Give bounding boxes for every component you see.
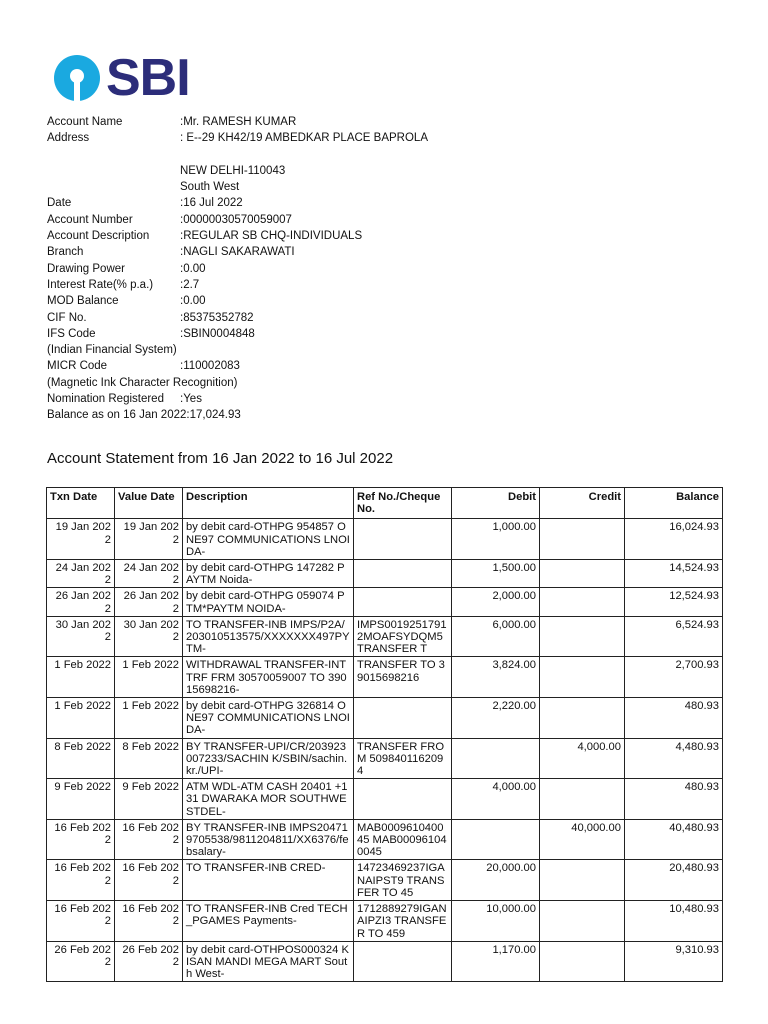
info-value: :110002083 <box>180 360 240 373</box>
info-row <box>47 195 428 211</box>
info-label: MOD Balance <box>47 295 119 308</box>
cell-debit: 10,000.00 <box>452 901 540 942</box>
info-value: :17,024.93 <box>186 409 241 422</box>
table-header-row <box>47 488 723 519</box>
cell-value-date: 26 Feb 2022 <box>115 941 183 982</box>
cell-txn-date: 16 Feb 2022 <box>47 860 115 901</box>
cell-balance: 480.93 <box>625 698 723 739</box>
cell-ref-no: 14723469237IGANAIPST9 TRANSFER TO 45 <box>354 860 452 901</box>
info-value: :NAGLI SAKARAWATI <box>180 246 295 259</box>
info-value: :85375352782 <box>180 311 254 324</box>
cell-txn-date: 30 Jan 2022 <box>47 616 115 657</box>
cell-balance: 2,700.93 <box>625 657 723 698</box>
info-value: :0.00 <box>180 262 206 275</box>
info-value: South West <box>180 181 240 194</box>
cell-balance: 14,524.93 <box>625 560 723 588</box>
cell-debit: 1,500.00 <box>452 560 540 588</box>
cell-description: ATM WDL-ATM CASH 20401 +131 DWARAKA MOR SOUTHWESTDEL- <box>183 779 354 820</box>
cell-value-date: 16 Feb 2022 <box>115 819 183 860</box>
sbi-keyhole-icon <box>54 55 100 101</box>
sbi-logo <box>54 49 190 107</box>
cell-description: TO TRANSFER-INB CRED- <box>183 860 354 901</box>
info-row <box>47 375 428 391</box>
cell-txn-date: 1 Feb 2022 <box>47 657 115 698</box>
cell-credit <box>540 519 625 560</box>
cell-txn-date: 8 Feb 2022 <box>47 738 115 779</box>
table-row <box>47 779 723 820</box>
table-row <box>47 819 723 860</box>
cell-credit <box>540 616 625 657</box>
info-label <box>47 179 180 195</box>
info-row <box>47 391 428 407</box>
cell-description: by debit card-OTHPOS000324 KISAN MANDI MEGA MART South West- <box>183 941 354 982</box>
info-value: :2.7 <box>180 278 200 291</box>
brand-name: SBI <box>106 49 190 107</box>
cell-value-date: 1 Feb 2022 <box>115 698 183 739</box>
info-label: CIF No. <box>47 311 87 324</box>
cell-credit <box>540 588 625 616</box>
cell-value-date: 8 Feb 2022 <box>115 738 183 779</box>
cell-balance: 480.93 <box>625 779 723 820</box>
info-value: :Yes <box>180 393 202 406</box>
cell-description: BY TRANSFER-INB IMPS204719705538/9811204811/XX6376/febsalary- <box>183 819 354 860</box>
header-ref-no: Ref No./Cheque No. <box>354 488 452 519</box>
cell-txn-date: 16 Feb 2022 <box>47 819 115 860</box>
info-row <box>47 147 428 163</box>
info-label: Branch <box>47 246 84 259</box>
cell-value-date: 19 Jan 2022 <box>115 519 183 560</box>
header-debit: Debit <box>452 488 540 519</box>
cell-debit <box>452 738 540 779</box>
info-label: Drawing Power <box>47 262 125 275</box>
info-label: (Indian Financial System) <box>47 344 177 357</box>
info-row <box>47 261 428 277</box>
header-description: Description <box>183 488 354 519</box>
cell-credit <box>540 657 625 698</box>
cell-txn-date: 26 Feb 2022 <box>47 941 115 982</box>
table-row <box>47 560 723 588</box>
info-row <box>47 244 428 260</box>
cell-balance: 6,524.93 <box>625 616 723 657</box>
info-label: Interest Rate(% p.a.) <box>47 278 154 291</box>
account-info <box>47 114 428 424</box>
info-row <box>47 310 428 326</box>
info-value: :0.00 <box>180 295 206 308</box>
cell-txn-date: 9 Feb 2022 <box>47 779 115 820</box>
cell-credit <box>540 560 625 588</box>
cell-txn-date: 19 Jan 2022 <box>47 519 115 560</box>
info-row <box>47 407 428 423</box>
cell-value-date: 16 Feb 2022 <box>115 860 183 901</box>
table-row <box>47 657 723 698</box>
header-credit: Credit <box>540 488 625 519</box>
info-label: IFS Code <box>47 327 96 340</box>
table-row <box>47 941 723 982</box>
info-value: :00000030570059007 <box>180 213 292 226</box>
cell-credit <box>540 860 625 901</box>
cell-txn-date: 26 Jan 2022 <box>47 588 115 616</box>
cell-debit: 4,000.00 <box>452 779 540 820</box>
cell-ref-no <box>354 698 452 739</box>
info-row <box>47 342 428 358</box>
table-row <box>47 616 723 657</box>
info-label: (Magnetic Ink Character Recognition) <box>47 376 238 389</box>
info-row <box>47 179 428 195</box>
info-value: NEW DELHI-110043 <box>180 164 286 177</box>
cell-credit <box>540 698 625 739</box>
table-row <box>47 901 723 942</box>
cell-txn-date: 1 Feb 2022 <box>47 698 115 739</box>
cell-ref-no <box>354 519 452 560</box>
cell-value-date: 26 Jan 2022 <box>115 588 183 616</box>
info-label: MICR Code <box>47 360 108 373</box>
cell-ref-no <box>354 560 452 588</box>
cell-balance: 40,480.93 <box>625 819 723 860</box>
info-row <box>47 212 428 228</box>
cell-description: by debit card-OTHPG 326814 ONE97 COMMUNICATIONS LNOIDA- <box>183 698 354 739</box>
cell-value-date: 24 Jan 2022 <box>115 560 183 588</box>
info-row <box>47 228 428 244</box>
cell-debit <box>452 819 540 860</box>
cell-value-date: 16 Feb 2022 <box>115 901 183 942</box>
table-row <box>47 698 723 739</box>
cell-description: TO TRANSFER-INB Cred TECH_PGAMES Payments- <box>183 901 354 942</box>
cell-description: by debit card-OTHPG 954857 ONE97 COMMUNICATIONS LNOIDA- <box>183 519 354 560</box>
info-value: : E--29 KH42/19 AMBEDKAR PLACE BAPROLA <box>180 132 428 145</box>
info-label <box>47 147 180 163</box>
info-label: Account Description <box>47 230 150 243</box>
info-row <box>47 130 428 146</box>
cell-balance: 20,480.93 <box>625 860 723 901</box>
info-value: :SBIN0004848 <box>180 327 255 340</box>
cell-credit <box>540 941 625 982</box>
info-label: Address <box>47 132 90 145</box>
info-value: :REGULAR SB CHQ-INDIVIDUALS <box>180 230 363 243</box>
cell-credit <box>540 901 625 942</box>
cell-ref-no <box>354 779 452 820</box>
cell-balance: 12,524.93 <box>625 588 723 616</box>
cell-balance: 4,480.93 <box>625 738 723 779</box>
cell-ref-no: 1712889279IGANAIPZI3 TRANSFER TO 459 <box>354 901 452 942</box>
info-label: Balance as on 16 Jan 2022 <box>47 409 187 422</box>
cell-description: TO TRANSFER-INB IMPS/P2A/203010513575/XXXXXXX497PYTM- <box>183 616 354 657</box>
cell-credit: 4,000.00 <box>540 738 625 779</box>
info-label: Account Number <box>47 213 133 226</box>
transactions-table <box>46 487 723 982</box>
table-row <box>47 738 723 779</box>
info-row <box>47 277 428 293</box>
header-value-date: Value Date <box>115 488 183 519</box>
cell-ref-no: MAB000961040045 MAB000961040045 <box>354 819 452 860</box>
cell-ref-no <box>354 588 452 616</box>
cell-value-date: 9 Feb 2022 <box>115 779 183 820</box>
cell-ref-no <box>354 941 452 982</box>
cell-credit <box>540 779 625 820</box>
info-row <box>47 114 428 130</box>
info-value: :16 Jul 2022 <box>180 197 243 210</box>
cell-ref-no: TRANSFER FROM 5098401162094 <box>354 738 452 779</box>
table-row <box>47 588 723 616</box>
cell-txn-date: 24 Jan 2022 <box>47 560 115 588</box>
info-row <box>47 326 428 342</box>
cell-ref-no: TRANSFER TO 39015698216 <box>354 657 452 698</box>
cell-value-date: 1 Feb 2022 <box>115 657 183 698</box>
cell-credit: 40,000.00 <box>540 819 625 860</box>
info-label: Date <box>47 197 72 210</box>
info-label: Nomination Registered <box>47 393 164 406</box>
cell-debit: 20,000.00 <box>452 860 540 901</box>
cell-debit: 2,220.00 <box>452 698 540 739</box>
info-label <box>47 163 180 179</box>
info-value: :Mr. RAMESH KUMAR <box>180 116 297 128</box>
cell-ref-no: IMPS00192517912MOAFSYDQM5 TRANSFER T <box>354 616 452 657</box>
info-row <box>47 358 428 374</box>
cell-description: by debit card-OTHPG 059074 PTM*PAYTM NOIDA- <box>183 588 354 616</box>
cell-value-date: 30 Jan 2022 <box>115 616 183 657</box>
cell-balance: 10,480.93 <box>625 901 723 942</box>
cell-description: by debit card-OTHPG 147282 PAYTM Noida- <box>183 560 354 588</box>
cell-description: BY TRANSFER-UPI/CR/203923007233/SACHIN K/SBIN/sachin.kr./UPI- <box>183 738 354 779</box>
table-row <box>47 519 723 560</box>
cell-debit: 3,824.00 <box>452 657 540 698</box>
table-row <box>47 860 723 901</box>
cell-txn-date: 16 Feb 2022 <box>47 901 115 942</box>
cell-balance: 9,310.93 <box>625 941 723 982</box>
info-label: Account Name <box>47 116 123 128</box>
cell-debit: 6,000.00 <box>452 616 540 657</box>
info-row <box>47 163 428 179</box>
cell-debit: 1,170.00 <box>452 941 540 982</box>
cell-debit: 1,000.00 <box>452 519 540 560</box>
statement-title: Account Statement from 16 Jan 2022 to 16 Jul 2022 <box>47 450 394 467</box>
cell-balance: 16,024.93 <box>625 519 723 560</box>
header-txn-date: Txn Date <box>47 488 115 519</box>
cell-debit: 2,000.00 <box>452 588 540 616</box>
header-balance: Balance <box>625 488 723 519</box>
cell-description: WITHDRAWAL TRANSFER-INT TRF FRM 30570059007 TO 39015698216- <box>183 657 354 698</box>
info-row <box>47 293 428 309</box>
